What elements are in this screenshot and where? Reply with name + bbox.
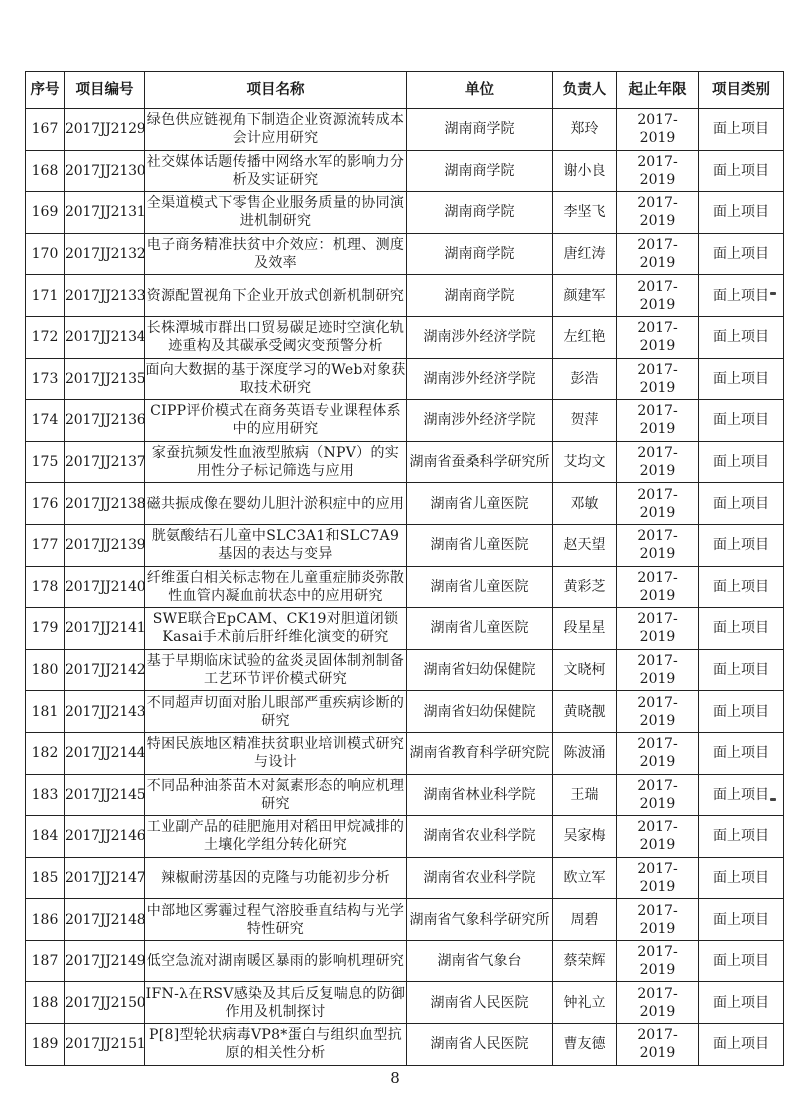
- year-end: 2019: [639, 1045, 676, 1062]
- page-number: 8: [390, 1069, 400, 1087]
- cell-code: 2017JJ2148: [65, 899, 145, 941]
- table-row: [26, 982, 784, 1024]
- cell-leader: 曹友德: [553, 1024, 617, 1066]
- cell-unit: 湖南省林业科学院: [407, 774, 553, 816]
- cell-years: [617, 1024, 699, 1066]
- cell-years: [617, 566, 699, 608]
- cell-no: 169: [26, 192, 65, 234]
- cell-years: [617, 649, 699, 691]
- year-start: 2017-: [637, 320, 678, 337]
- year-end: 2019: [639, 379, 676, 396]
- cell-leader: 周碧: [553, 899, 617, 941]
- header-unit: 单位: [407, 72, 553, 109]
- year-start: 2017-: [637, 486, 678, 503]
- year-end: 2019: [639, 587, 676, 604]
- cell-no: 175: [26, 441, 65, 483]
- margin-mark: [770, 292, 776, 295]
- cell-project-name: P[8]型轮状病毒VP8*蛋白与组织血型抗原的相关性分析: [145, 1024, 407, 1066]
- cell-project-name: 家蚕抗频发性血液型脓病（NPV）的实用性分子标记筛选与应用: [145, 441, 407, 483]
- table-row: [26, 1024, 784, 1066]
- year-start: 2017-: [637, 902, 678, 919]
- cell-code: 2017JJ2132: [65, 233, 145, 275]
- table-row: [26, 483, 784, 525]
- margin-mark: [770, 798, 776, 801]
- table-row: [26, 275, 784, 317]
- cell-unit: 湖南省妇幼保健院: [407, 649, 553, 691]
- cell-unit: 湖南涉外经济学院: [407, 400, 553, 442]
- cell-code: 2017JJ2131: [65, 192, 145, 234]
- cell-code: 2017JJ2141: [65, 608, 145, 650]
- cell-leader: 颜建军: [553, 275, 617, 317]
- year-end: 2019: [639, 795, 676, 812]
- table-row: [26, 233, 784, 275]
- cell-category: 面上项目: [699, 940, 784, 982]
- cell-unit: 湖南商学院: [407, 109, 553, 151]
- cell-no: 167: [26, 109, 65, 151]
- cell-project-name: 中部地区雾霾过程气溶胶垂直结构与光学特性研究: [145, 899, 407, 941]
- year-end: 2019: [639, 421, 676, 438]
- cell-no: 170: [26, 233, 65, 275]
- cell-leader: 郑玲: [553, 109, 617, 151]
- table-row: [26, 816, 784, 858]
- cell-no: 178: [26, 566, 65, 608]
- cell-leader: 艾均文: [553, 441, 617, 483]
- cell-category: 面上项目: [699, 1024, 784, 1066]
- cell-years: [617, 400, 699, 442]
- year-start: 2017-: [637, 569, 678, 586]
- cell-unit: 湖南省人民医院: [407, 1024, 553, 1066]
- cell-category: 面上项目: [699, 233, 784, 275]
- cell-years: [617, 441, 699, 483]
- cell-code: 2017JJ2130: [65, 150, 145, 192]
- table-row: [26, 608, 784, 650]
- year-end: 2019: [639, 754, 676, 771]
- cell-unit: 湖南商学院: [407, 275, 553, 317]
- year-end: 2019: [639, 546, 676, 563]
- cell-no: 181: [26, 691, 65, 733]
- cell-project-name: 纤维蛋白相关标志物在儿童重症肺炎弥散性血管内凝血前状态中的应用研究: [145, 566, 407, 608]
- cell-project-name: 工业副产品的硅肥施用对稻田甲烷减排的土壤化学组分转化研究: [145, 816, 407, 858]
- cell-project-name: 不同品种油茶苗木对氮素形态的响应机理研究: [145, 774, 407, 816]
- year-end: 2019: [639, 255, 676, 272]
- cell-leader: 欧立军: [553, 857, 617, 899]
- cell-category: 面上项目: [699, 483, 784, 525]
- cell-code: 2017JJ2144: [65, 732, 145, 774]
- cell-years: [617, 109, 699, 151]
- cell-years: [617, 233, 699, 275]
- year-end: 2019: [639, 463, 676, 480]
- cell-years: [617, 940, 699, 982]
- cell-years: [617, 524, 699, 566]
- table-row: [26, 857, 784, 899]
- cell-project-name: 胱氨酸结石儿童中SLC3A1和SLC7A9基因的表达与变异: [145, 524, 407, 566]
- cell-no: 182: [26, 732, 65, 774]
- cell-no: 189: [26, 1024, 65, 1066]
- cell-no: 188: [26, 982, 65, 1024]
- cell-unit: 湖南省农业科学院: [407, 857, 553, 899]
- cell-years: [617, 732, 699, 774]
- header-no: 序号: [26, 72, 65, 109]
- table-row: [26, 649, 784, 691]
- header-category: 项目类别: [699, 72, 784, 109]
- cell-category: 面上项目: [699, 691, 784, 733]
- cell-years: [617, 774, 699, 816]
- cell-code: 2017JJ2129: [65, 109, 145, 151]
- header-code: 项目编号: [65, 72, 145, 109]
- cell-category: 面上项目: [699, 982, 784, 1024]
- cell-leader: 王瑞: [553, 774, 617, 816]
- cell-code: 2017JJ2143: [65, 691, 145, 733]
- cell-project-name: CIPP评价模式在商务英语专业课程体系中的应用研究: [145, 400, 407, 442]
- table-row: [26, 316, 784, 358]
- cell-years: [617, 150, 699, 192]
- cell-leader: 文晓柯: [553, 649, 617, 691]
- year-end: 2019: [639, 130, 676, 147]
- cell-category: 面上项目: [699, 358, 784, 400]
- cell-unit: 湖南省气象科学研究所: [407, 899, 553, 941]
- year-end: 2019: [639, 920, 676, 937]
- table-row: [26, 441, 784, 483]
- table-row: [26, 899, 784, 941]
- cell-unit: 湖南省儿童医院: [407, 566, 553, 608]
- cell-code: 2017JJ2147: [65, 857, 145, 899]
- year-start: 2017-: [637, 112, 678, 129]
- cell-project-name: 长株潭城市群出口贸易碳足迹时空演化轨迹重构及其碳承受阈灾变预警分析: [145, 316, 407, 358]
- cell-category: 面上项目: [699, 275, 784, 317]
- cell-years: [617, 899, 699, 941]
- cell-leader: 段星星: [553, 608, 617, 650]
- cell-category: 面上项目: [699, 441, 784, 483]
- cell-unit: 湖南涉外经济学院: [407, 358, 553, 400]
- year-end: 2019: [639, 1003, 676, 1020]
- cell-no: 173: [26, 358, 65, 400]
- cell-no: 168: [26, 150, 65, 192]
- table-row: [26, 774, 784, 816]
- cell-category: 面上项目: [699, 899, 784, 941]
- table-row: [26, 566, 784, 608]
- cell-code: 2017JJ2150: [65, 982, 145, 1024]
- year-end: 2019: [639, 504, 676, 521]
- cell-leader: 黄彩芝: [553, 566, 617, 608]
- year-start: 2017-: [637, 1027, 678, 1044]
- cell-no: 186: [26, 899, 65, 941]
- cell-category: 面上项目: [699, 524, 784, 566]
- cell-code: 2017JJ2137: [65, 441, 145, 483]
- cell-years: [617, 816, 699, 858]
- cell-category: 面上项目: [699, 608, 784, 650]
- cell-category: 面上项目: [699, 192, 784, 234]
- cell-years: [617, 608, 699, 650]
- cell-unit: 湖南省气象台: [407, 940, 553, 982]
- year-start: 2017-: [637, 694, 678, 711]
- table-row: [26, 691, 784, 733]
- cell-project-name: 基于早期临床试验的盆炎灵固体制剂制备工艺环节评价模式研究: [145, 649, 407, 691]
- cell-code: 2017JJ2138: [65, 483, 145, 525]
- cell-no: 176: [26, 483, 65, 525]
- cell-code: 2017JJ2135: [65, 358, 145, 400]
- cell-category: 面上项目: [699, 857, 784, 899]
- cell-leader: 蔡荣辉: [553, 940, 617, 982]
- cell-project-name: 特困民族地区精准扶贫职业培训模式研究与设计: [145, 732, 407, 774]
- project-table: [25, 71, 784, 1066]
- cell-project-name: IFN-λ在RSV感染及其后反复喘息的防御作用及机制探讨: [145, 982, 407, 1024]
- cell-category: 面上项目: [699, 566, 784, 608]
- cell-code: 2017JJ2142: [65, 649, 145, 691]
- cell-leader: 邓敏: [553, 483, 617, 525]
- cell-category: 面上项目: [699, 732, 784, 774]
- table-body: [26, 109, 784, 1066]
- cell-category: 面上项目: [699, 316, 784, 358]
- cell-no: 184: [26, 816, 65, 858]
- cell-project-name: 不同超声切面对胎儿眼部严重疾病诊断的研究: [145, 691, 407, 733]
- cell-unit: 湖南省妇幼保健院: [407, 691, 553, 733]
- cell-code: 2017JJ2146: [65, 816, 145, 858]
- cell-unit: 湖南省农业科学院: [407, 816, 553, 858]
- year-start: 2017-: [637, 195, 678, 212]
- table-row: [26, 400, 784, 442]
- cell-category: 面上项目: [699, 774, 784, 816]
- table-row: [26, 192, 784, 234]
- cell-leader: 赵天望: [553, 524, 617, 566]
- cell-leader: 陈波涌: [553, 732, 617, 774]
- year-start: 2017-: [637, 153, 678, 170]
- year-end: 2019: [639, 878, 676, 895]
- year-start: 2017-: [637, 445, 678, 462]
- cell-code: 2017JJ2149: [65, 940, 145, 982]
- cell-category: 面上项目: [699, 150, 784, 192]
- cell-leader: 黄晓靓: [553, 691, 617, 733]
- cell-project-name: 资源配置视角下企业开放式创新机制研究: [145, 275, 407, 317]
- cell-project-name: 绿色供应链视角下制造企业资源流转成本会计应用研究: [145, 109, 407, 151]
- cell-years: [617, 192, 699, 234]
- year-start: 2017-: [637, 777, 678, 794]
- year-end: 2019: [639, 837, 676, 854]
- cell-unit: 湖南涉外经济学院: [407, 316, 553, 358]
- year-end: 2019: [639, 712, 676, 729]
- cell-leader: 唐红涛: [553, 233, 617, 275]
- cell-no: 174: [26, 400, 65, 442]
- cell-code: 2017JJ2145: [65, 774, 145, 816]
- year-end: 2019: [639, 338, 676, 355]
- table-row: [26, 732, 784, 774]
- year-start: 2017-: [637, 653, 678, 670]
- cell-leader: 李坚飞: [553, 192, 617, 234]
- cell-leader: 谢小良: [553, 150, 617, 192]
- cell-project-name: SWE联合EpCAM、CK19对胆道闭锁Kasai手术前后肝纤维化演变的研究: [145, 608, 407, 650]
- cell-code: 2017JJ2134: [65, 316, 145, 358]
- cell-no: 177: [26, 524, 65, 566]
- cell-years: [617, 857, 699, 899]
- year-end: 2019: [639, 213, 676, 230]
- table-row: [26, 150, 784, 192]
- cell-code: 2017JJ2139: [65, 524, 145, 566]
- cell-category: 面上项目: [699, 816, 784, 858]
- year-start: 2017-: [637, 736, 678, 753]
- cell-no: 172: [26, 316, 65, 358]
- cell-project-name: 面向大数据的基于深度学习的Web对象获取技术研究: [145, 358, 407, 400]
- cell-no: 180: [26, 649, 65, 691]
- cell-project-name: 低空急流对湖南暖区暴雨的影响机理研究: [145, 940, 407, 982]
- year-end: 2019: [639, 629, 676, 646]
- year-end: 2019: [639, 962, 676, 979]
- cell-years: [617, 316, 699, 358]
- cell-project-name: 电子商务精准扶贫中介效应：机理、测度及效率: [145, 233, 407, 275]
- cell-unit: 湖南省蚕桑科学研究所: [407, 441, 553, 483]
- cell-category: 面上项目: [699, 649, 784, 691]
- year-start: 2017-: [637, 860, 678, 877]
- cell-no: 187: [26, 940, 65, 982]
- cell-unit: 湖南省教育科学研究院: [407, 732, 553, 774]
- cell-years: [617, 275, 699, 317]
- year-start: 2017-: [637, 528, 678, 545]
- cell-leader: 贺萍: [553, 400, 617, 442]
- cell-no: 179: [26, 608, 65, 650]
- year-start: 2017-: [637, 611, 678, 628]
- table-row: [26, 524, 784, 566]
- cell-code: 2017JJ2151: [65, 1024, 145, 1066]
- cell-unit: 湖南省人民医院: [407, 982, 553, 1024]
- cell-no: 185: [26, 857, 65, 899]
- year-start: 2017-: [637, 985, 678, 1002]
- cell-code: 2017JJ2136: [65, 400, 145, 442]
- cell-project-name: 全渠道模式下零售企业服务质量的协同演进机制研究: [145, 192, 407, 234]
- header-leader: 负责人: [553, 72, 617, 109]
- cell-category: 面上项目: [699, 109, 784, 151]
- cell-project-name: 磁共振成像在婴幼儿胆汁淤积症中的应用: [145, 483, 407, 525]
- cell-unit: 湖南商学院: [407, 192, 553, 234]
- cell-no: 183: [26, 774, 65, 816]
- year-start: 2017-: [637, 819, 678, 836]
- cell-no: 171: [26, 275, 65, 317]
- cell-project-name: 社交媒体话题传播中网络水军的影响力分析及实证研究: [145, 150, 407, 192]
- year-start: 2017-: [637, 278, 678, 295]
- cell-unit: 湖南省儿童医院: [407, 524, 553, 566]
- year-end: 2019: [639, 296, 676, 313]
- cell-years: [617, 358, 699, 400]
- cell-unit: 湖南商学院: [407, 233, 553, 275]
- table-row: [26, 358, 784, 400]
- cell-leader: 左红艳: [553, 316, 617, 358]
- cell-unit: 湖南省儿童医院: [407, 483, 553, 525]
- cell-project-name: 辣椒耐涝基因的克隆与功能初步分析: [145, 857, 407, 899]
- cell-code: 2017JJ2133: [65, 275, 145, 317]
- cell-leader: 吴家梅: [553, 816, 617, 858]
- year-end: 2019: [639, 671, 676, 688]
- cell-years: [617, 691, 699, 733]
- header-years: 起止年限: [617, 72, 699, 109]
- year-start: 2017-: [637, 237, 678, 254]
- cell-leader: 钟礼立: [553, 982, 617, 1024]
- table-header-row: [26, 72, 784, 109]
- cell-category: 面上项目: [699, 400, 784, 442]
- cell-years: [617, 982, 699, 1024]
- table-row: [26, 940, 784, 982]
- table-row: [26, 109, 784, 151]
- cell-code: 2017JJ2140: [65, 566, 145, 608]
- cell-years: [617, 483, 699, 525]
- cell-unit: 湖南省儿童医院: [407, 608, 553, 650]
- cell-leader: 彭浩: [553, 358, 617, 400]
- cell-unit: 湖南商学院: [407, 150, 553, 192]
- year-start: 2017-: [637, 944, 678, 961]
- year-start: 2017-: [637, 403, 678, 420]
- header-name: 项目名称: [145, 72, 407, 109]
- year-start: 2017-: [637, 361, 678, 378]
- year-end: 2019: [639, 171, 676, 188]
